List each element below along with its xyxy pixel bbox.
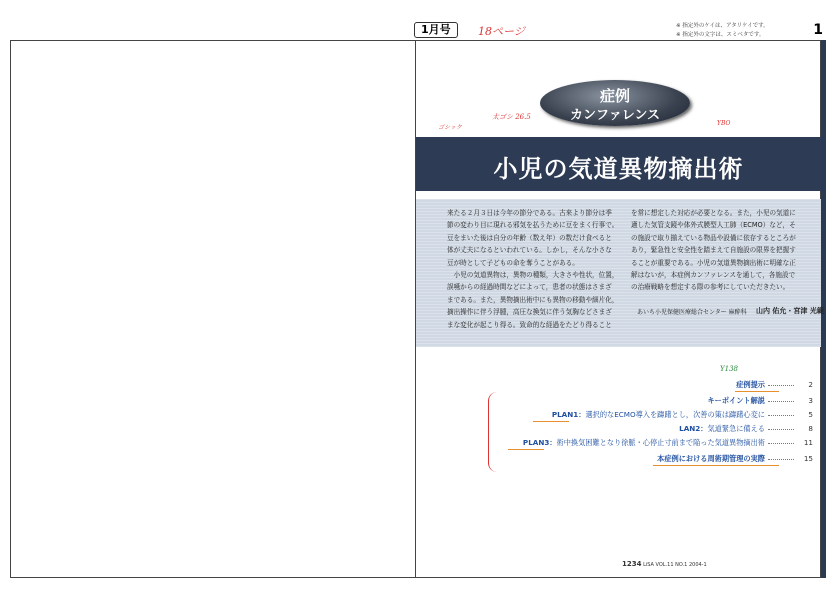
toc-item-label: PLAN1：	[551, 410, 586, 419]
toc-item-label: 症例提示	[736, 380, 765, 389]
intro-line: 体が丈夫になるといわれている。しかし，そんな小さな	[447, 246, 612, 255]
intro-line: 適した気管支鏡や体外式膜型人工肺（ECMO）など，そ	[631, 221, 796, 230]
footer-journal: LiSA VOL.11 NO.1 2004-1	[643, 562, 707, 568]
page-count-note: 18ページ	[478, 25, 525, 38]
intro-line: 豆をまいた後は自分の年齢（数え年）の数だけ食べると	[447, 233, 612, 242]
toc-item-leader	[768, 459, 794, 460]
intro-line: 誤嚥からの経過時間などによって，患者の状態はさまざ	[447, 283, 612, 292]
left-page	[10, 40, 416, 578]
toc-item-leader	[768, 415, 794, 416]
toc-item-leader	[768, 401, 794, 402]
intro-line: 豆が時として子どもの命を奪うことがある。	[447, 258, 579, 267]
intro-line: ることが重要である。小児の気道異物摘出術に明確な正	[631, 258, 796, 267]
toc-item[interactable]	[523, 438, 813, 448]
intro-line: まである。また，異物摘出術中にも異物の移動や細片化，	[447, 295, 619, 304]
toc-underline	[653, 465, 779, 466]
intro-line: 節の変わり目に現れる邪気を払うために豆をまく行事で。	[447, 221, 619, 230]
toc-item-sub: 気道緊急に備える	[707, 424, 765, 433]
handwritten-green-note: Y138	[720, 365, 738, 373]
handwritten-corner-note: YBO	[717, 120, 731, 127]
series-label-line1: 症例	[599, 87, 630, 105]
spec-note-2: ※ 指定外の文字は、スミベタです。	[676, 32, 765, 38]
toc-item-page: 8	[808, 424, 813, 433]
toc-item[interactable]	[707, 396, 813, 406]
intro-line: 来たる２月３日は今年の節分である。古来より節分は季	[447, 209, 612, 217]
toc-item-page: 3	[808, 396, 813, 405]
toc-item-page: 11	[803, 438, 813, 447]
toc-underline	[735, 391, 779, 392]
intro-column-1	[447, 207, 627, 331]
toc-bracket	[488, 392, 497, 472]
toc-item-label: キーポイント解説	[707, 396, 765, 405]
footer	[622, 560, 707, 568]
toc-item-label: PLAN3：	[522, 438, 557, 447]
toc-item-label: LAN2：	[679, 424, 708, 433]
article-title: 小児の気道異物摘出術	[493, 155, 744, 183]
intro-line: の治療戦略を想定する際の参考にしていただきたい。	[631, 283, 790, 292]
footer-page-code: 1234	[622, 560, 642, 568]
toc-underline	[508, 449, 544, 450]
intro-line: 解はないが，本症例カンファレンスを通して，各施設で	[631, 271, 796, 280]
intro-column-2	[631, 207, 813, 294]
toc-item-label: 本症例における周術期管理の実際	[657, 454, 765, 463]
intro-line: まな変化が起こり得る。致命的な経過をたどり得ること	[447, 320, 612, 329]
toc-item-page: 2	[808, 380, 813, 389]
toc-item-page: 5	[808, 410, 813, 419]
intro-line: 摘出操作に伴う浮腫，高圧な換気に伴う気胸などさまざ	[447, 308, 612, 317]
page-number: 1	[813, 22, 823, 38]
issue-label: 1月号	[414, 22, 458, 38]
spec-note-1: ※ 指定外のケイは、アタリケイです。	[676, 23, 769, 29]
series-badge	[540, 80, 690, 126]
toc-item-sub: 術中換気困難となり徐脈・心停止寸前まで陥った気道異物摘出術	[556, 438, 765, 447]
intro-line: 小児の気道異物は，異物の種類，大きさや性状，位置，	[447, 271, 619, 280]
title-band	[416, 137, 821, 191]
toc-item-leader	[768, 385, 794, 386]
intro-line: あり，緊急性と安全性を踏まえて自施設の限界を把握す	[631, 246, 796, 255]
author-names	[756, 306, 824, 316]
series-label-line2: カンファレンス	[569, 108, 661, 123]
toc-underline	[533, 421, 569, 422]
toc-item-sub: 選択的なECMO導入を躊躇とし，次善の策は躊躇心変に	[585, 410, 765, 419]
handwritten-bold-note: 太ゴシ 26.5	[492, 113, 531, 121]
toc-item[interactable]	[552, 410, 813, 420]
handwritten-margin-note: ゴシック	[438, 124, 462, 131]
toc-item-leader	[768, 443, 794, 444]
author-names-text: 山内 佑允・宮津 光範	[756, 307, 824, 315]
toc-item[interactable]	[679, 424, 813, 434]
toc-item[interactable]	[657, 454, 813, 464]
intro-line: の施設で取り揃えている物品や設備に依存するところが	[631, 233, 796, 242]
toc-item[interactable]	[736, 380, 813, 390]
toc-item-page: 15	[803, 454, 813, 463]
intro-line: を常に想定した対応が必要となる。また，小児の気道に	[631, 209, 796, 217]
author-affiliation: あいち小児保健医療総合センター 麻酔科	[637, 309, 747, 316]
toc-item-leader	[768, 429, 794, 430]
